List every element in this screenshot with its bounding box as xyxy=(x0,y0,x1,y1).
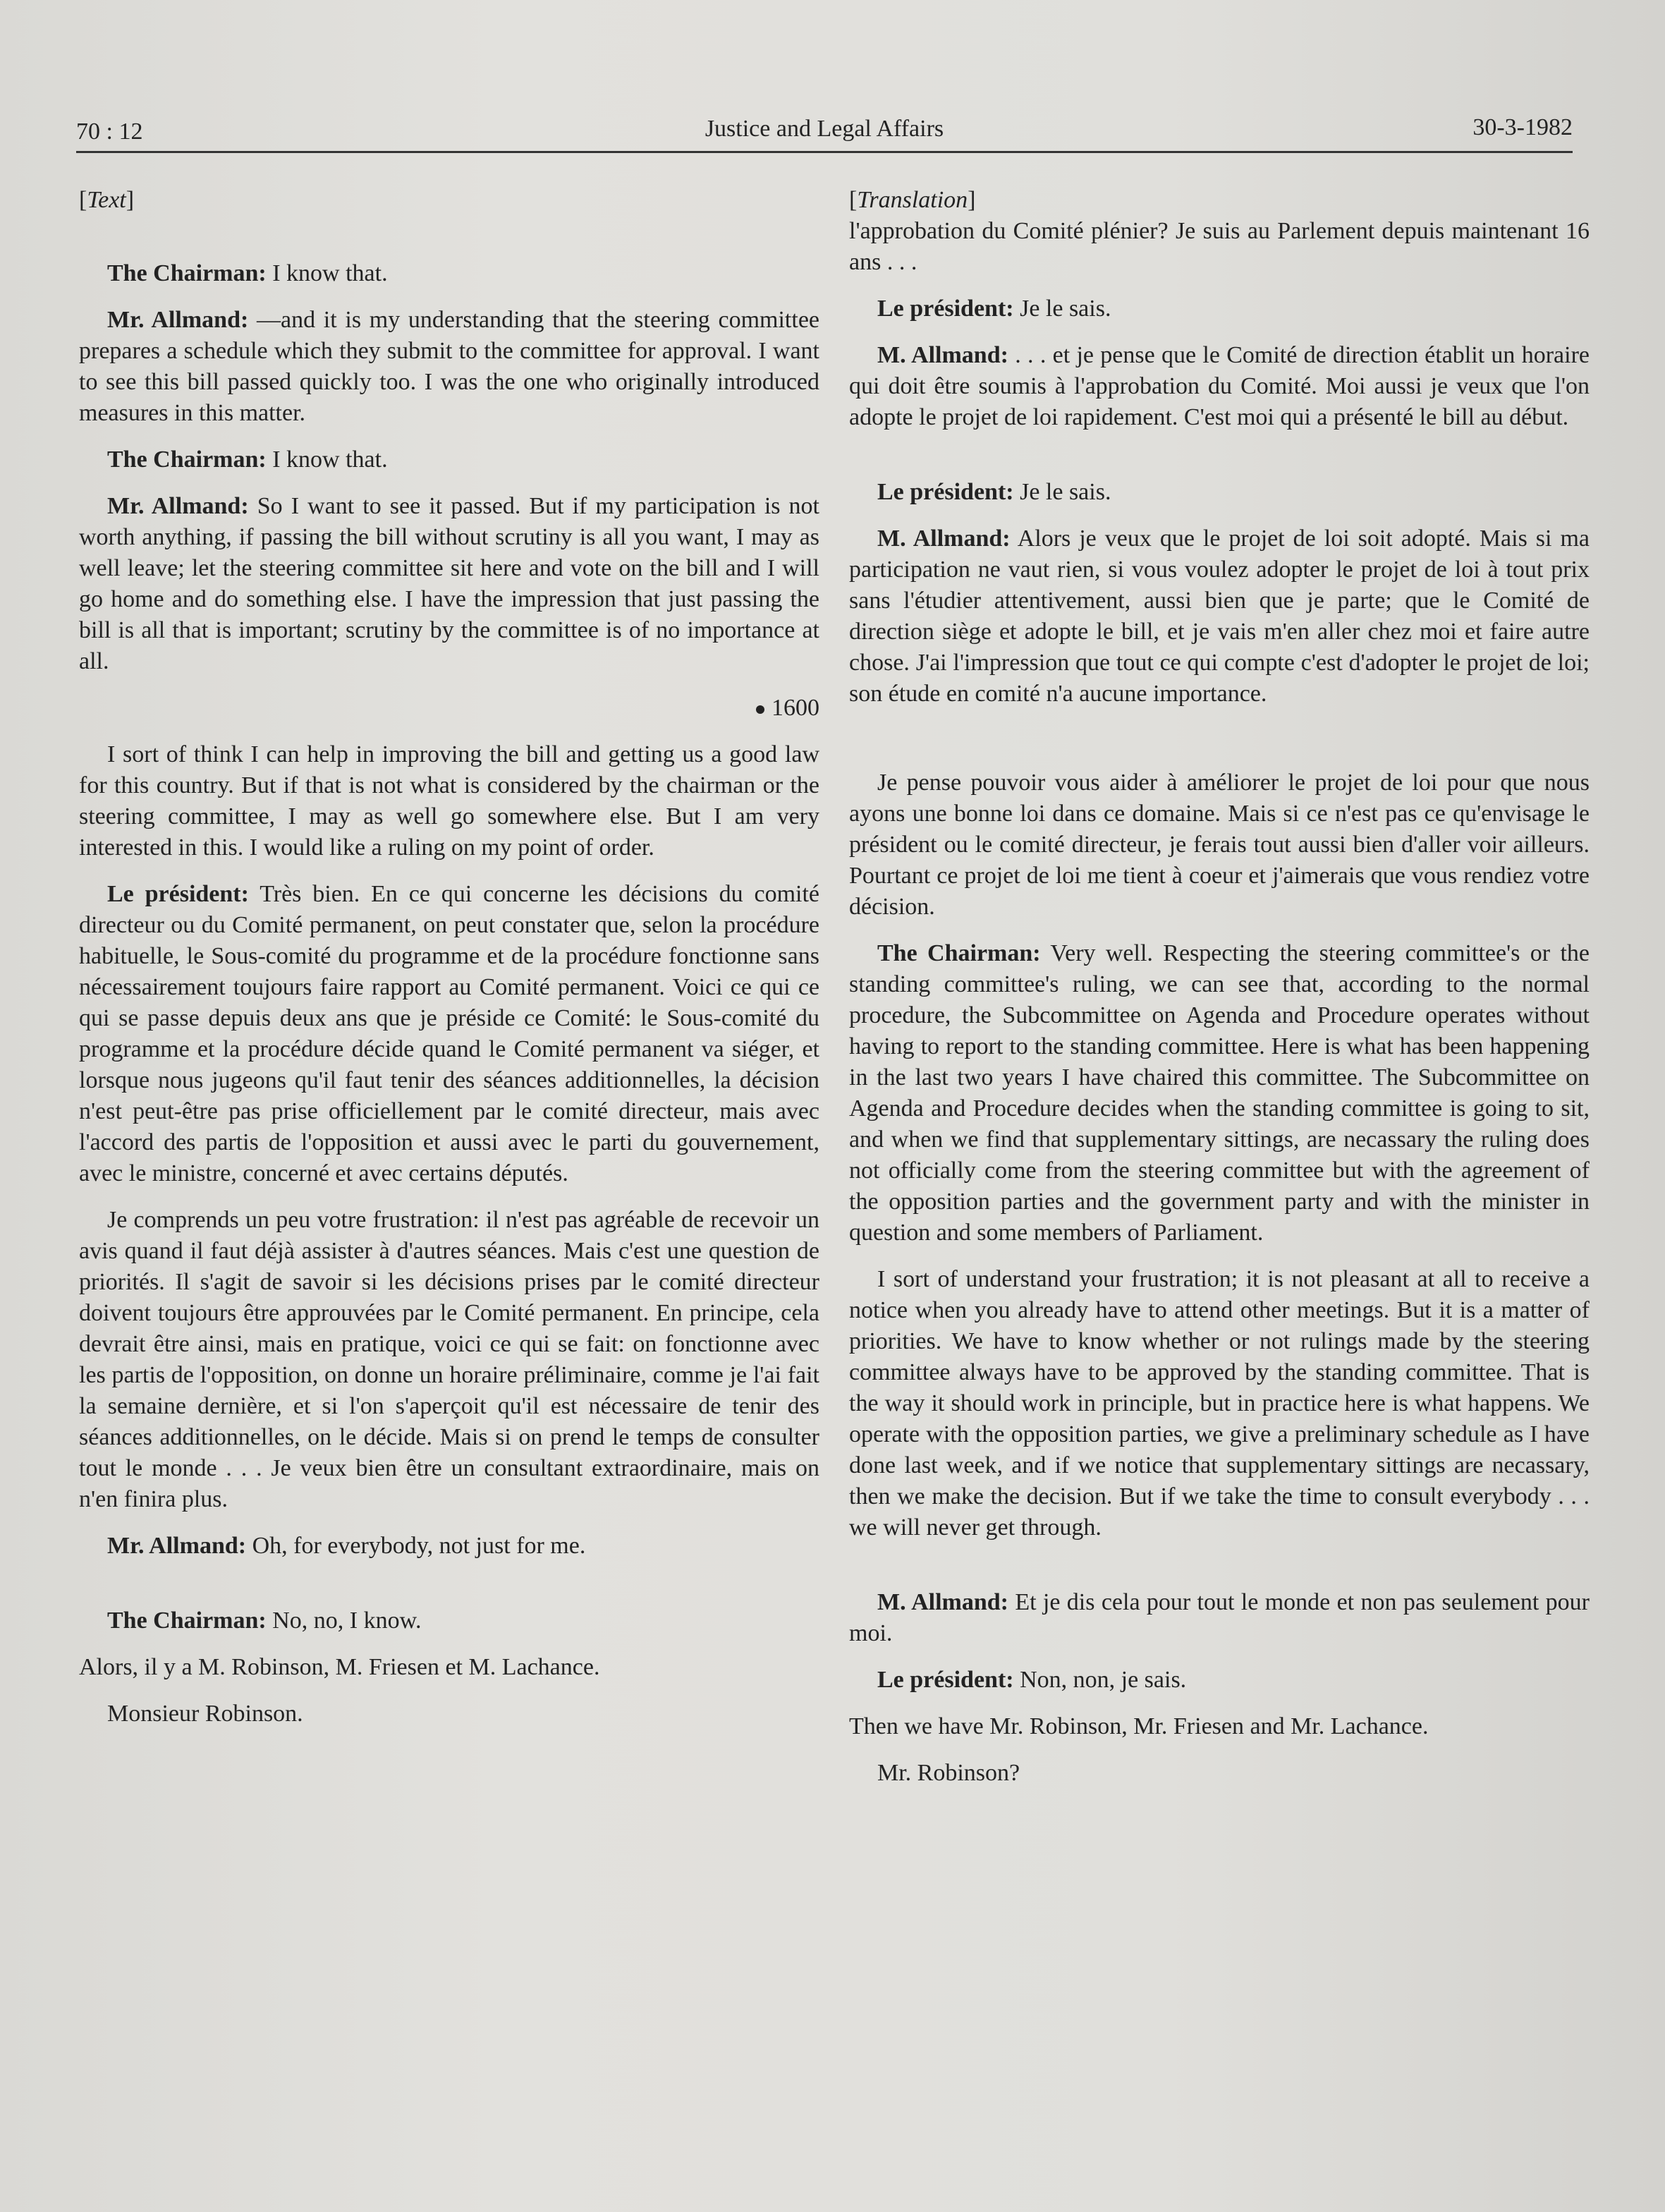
speaker-name: Mr. Allmand: xyxy=(107,1533,247,1559)
spacer xyxy=(849,725,1590,767)
spacer xyxy=(849,1559,1590,1587)
speaker-name: The Chairman: xyxy=(107,1608,267,1634)
paragraph xyxy=(79,305,819,429)
page-reference: 70 : 12 xyxy=(76,119,143,145)
paragraph xyxy=(849,477,1590,508)
paragraph xyxy=(79,491,819,677)
paragraph xyxy=(79,1205,819,1515)
paragraph xyxy=(849,340,1590,433)
paragraph-text: I sort of think I can help in improving the bill and getting us a good law for this country. But if that is not what is considered by the chairman or the steering committee, I may as well go somewhere else. But I am very interested in this. I would like a ruling on my point of order. xyxy=(79,741,819,861)
column-tag: [Translation] xyxy=(849,187,976,213)
speaker-name: M. Allmand: xyxy=(877,525,1011,552)
left-blocks xyxy=(79,258,819,677)
paragraph xyxy=(849,1758,1590,1789)
speaker-name: Le président: xyxy=(877,479,1014,505)
paragraph-text: I know that. xyxy=(266,446,388,473)
speaker-name: Le président: xyxy=(877,296,1014,322)
paragraph-text: Alors, il y a M. Robinson, M. Friesen et M. Lachance. xyxy=(79,1654,600,1680)
paragraph-text: —and it is my understanding that the steering committee prepares a schedule which they submit to the committee for approval. I want to see this bill passed quickly too. I was the one who originally introduced measures in this matter. xyxy=(79,307,819,426)
column-tag: [Text] xyxy=(79,187,135,213)
speaker-name: The Chairman: xyxy=(107,260,267,286)
speaker-name: The Chairman: xyxy=(107,446,267,473)
paragraph-text: Very well. Respecting the steering committee's or the standing committee's ruling, we can see that, according to the normal procedure, the Subcommittee on Agenda and Procedure operates without having to report to the standing committee. Here is what has been happening in the last two years I have chaired this committee. The Subcommittee on Agenda and Procedure decides when the standing committee is going to sit, and when we find that supplementary sittings, are necassary the ruling does not officially come from the steering committee but with the agreement of the opposition parties and the government party and with the minister in question and some members of Parliament. xyxy=(849,940,1590,1246)
timestamp: 1600 xyxy=(79,693,819,724)
running-header xyxy=(76,111,1573,154)
paragraph xyxy=(79,444,819,475)
paragraph-text: Alors je veux que le projet de loi soit adopté. Mais si ma participation ne vaut rien, si vous voulez adopter le projet de loi à tout prix sans l'étudier attentivement, aussi bien que je parte; que le Comité de direction siège et adopte le bill, et je vais m'en aller chez moi et faire autre chose. J'ai l'impression que tout ce qui compte c'est d'adopter le projet de loi; son étude en comité n'a aucune importance. xyxy=(849,525,1590,707)
speaker-name: Le président: xyxy=(107,881,249,907)
paragraph-text: Je comprends un peu votre frustration: il n'est pas agréable de recevoir un avis quand il faut déjà assister à d'autres séances. Mais c'est une question de priorités. Il s'agit de savoir si les décisions prises par le comité directeur doivent toujours être approuvées par le Comité permanent. En principe, cela devrait être ainsi, mais en pratique, voici ce qui se fait: on fonctionne avec les partis de l'opposition, on donne un horaire préliminaire, comme je l'ai fait la semaine dernière, et si l'on s'aperçoit qu'il est nécessaire de tenir des séances additionnelles, on le décide. Mais si on prend le temps de consulter tout le monde . . . Je veux bien être un consultant extraordinaire, mais on n'en finira plus. xyxy=(79,1207,819,1512)
paragraph-text: No, no, I know. xyxy=(266,1608,422,1634)
paragraph xyxy=(849,1264,1590,1543)
paragraph xyxy=(849,293,1590,324)
paragraph xyxy=(849,938,1590,1248)
right-blocks-3 xyxy=(849,767,1590,1543)
speaker-name: M. Allmand: xyxy=(877,1589,1008,1615)
speaker-name: Le président: xyxy=(877,1667,1014,1693)
paragraph-text: Monsieur Robinson. xyxy=(107,1701,303,1727)
right-blocks xyxy=(849,293,1590,433)
paragraph xyxy=(79,1652,819,1683)
paragraph xyxy=(79,1699,819,1730)
translation-column xyxy=(849,185,1590,1804)
speaker-name: Mr. Allmand: xyxy=(107,307,249,333)
paragraph xyxy=(849,1711,1590,1742)
paragraph xyxy=(849,767,1590,923)
paragraph xyxy=(849,1587,1590,1649)
paragraph-text: Mr. Robinson? xyxy=(877,1760,1020,1786)
speaker-name: The Chairman: xyxy=(877,940,1041,966)
paragraph-text: . . . et je pense que le Comité de direction établit un horaire qui doit être soumis à l'approbation du Comité. Moi aussi je veux que l'on adopte le projet de loi rapidement. C'est moi qui a présenté le bill au début. xyxy=(849,342,1590,430)
left-blocks-2 xyxy=(79,739,819,1562)
paragraph xyxy=(79,1605,819,1636)
paragraph-text: Et je dis cela pour tout le monde et non pas seulement pour moi. xyxy=(849,1589,1590,1646)
paragraph-text: Très bien. En ce qui concerne les décisions du comité directeur ou du Comité permanent, on peut constater que, selon la procédure habituelle, le Sous-comité du programme et de la procédure fonctionne sans nécessairement toujours faire rapport au Comité permanent. Voici ce qui ce qui se passe depuis deux ans que je préside ce Comité: le Sous-comité du programme et la procédure décide quand le Comité permanent va siéger, et lorsque nous jugeons qu'il faut tenir des séances additionnelles, la décision n'est peut-être pas prise officiellement par le comité directeur, mais avec l'accord des partis de l'opposition et aussi avec le parti du gouvernement, avec le ministre, concerné et avec certains députés. xyxy=(79,881,819,1186)
right-blocks-2 xyxy=(849,477,1590,710)
left-blocks-3 xyxy=(79,1605,819,1730)
paragraph xyxy=(79,879,819,1189)
paragraph-text: Then we have Mr. Robinson, Mr. Friesen and Mr. Lachance. xyxy=(849,1713,1429,1739)
running-title: Justice and Legal Affairs xyxy=(705,116,944,142)
spacer xyxy=(79,1577,819,1605)
paragraph xyxy=(79,1531,819,1562)
paragraph-text: Oh, for everybody, not just for me. xyxy=(246,1533,586,1559)
paragraph-text: So I want to see it passed. But if my participation is not worth anything, if passing the bill without scrutiny is all you want, I may as well leave; let the steering committee sit here and vote on the bill and I will go home and do something else. I have the impression that just passing the bill is all that is important; scrutiny by the committee is of no importance at all. xyxy=(79,493,820,674)
header-date: 30-3-1982 xyxy=(1472,114,1573,140)
spacer xyxy=(849,449,1590,477)
paragraph xyxy=(849,1665,1590,1696)
paragraph-text: Je le sais. xyxy=(1013,479,1111,505)
right-blocks-4 xyxy=(849,1587,1590,1789)
speaker-name: Mr. Allmand: xyxy=(107,493,249,519)
paragraph xyxy=(79,739,819,863)
header-rule xyxy=(76,151,1573,153)
paragraph xyxy=(849,523,1590,710)
paragraph-text: I sort of understand your frustration; it is not pleasant at all to receive a notice when you already have to attend other meetings. But it is a matter of priorities. We have to know whether or not rulings made by the steering committee always have to be approved by the standing committee. That is the way it should work in principle, but in practice here is what happens. We operate with the opposition parties, we give a preliminary schedule as I have done last week, and if we notice that supplementary sittings are necassary, then we make the decision. But if we take the time to consult everybody . . . we will never get through. xyxy=(849,1266,1590,1540)
english-column xyxy=(79,185,819,1745)
paragraph-text: Non, non, je sais. xyxy=(1013,1667,1187,1693)
bullet-icon xyxy=(756,705,764,714)
intro-paragraph: l'approbation du Comité plénier? Je suis au Parlement depuis maintenant 16 ans . . . xyxy=(849,218,1590,275)
paragraph-text: I know that. xyxy=(266,260,388,286)
paragraph-text: Je le sais. xyxy=(1013,296,1111,322)
paragraph xyxy=(79,258,819,289)
spacer xyxy=(79,216,819,258)
paragraph-text: Je pense pouvoir vous aider à améliorer le projet de loi pour que nous ayons une bonne loi dans ce domaine. Mais si ce n'est pas ce qu'envisage le président ou le comité directeur, je ferais tout aussi bien d'aller voir ailleurs. Pourtant ce projet de loi me tient à coeur et j'aimerais que vous rendiez votre décision. xyxy=(849,770,1590,920)
speaker-name: M. Allmand: xyxy=(877,342,1008,368)
